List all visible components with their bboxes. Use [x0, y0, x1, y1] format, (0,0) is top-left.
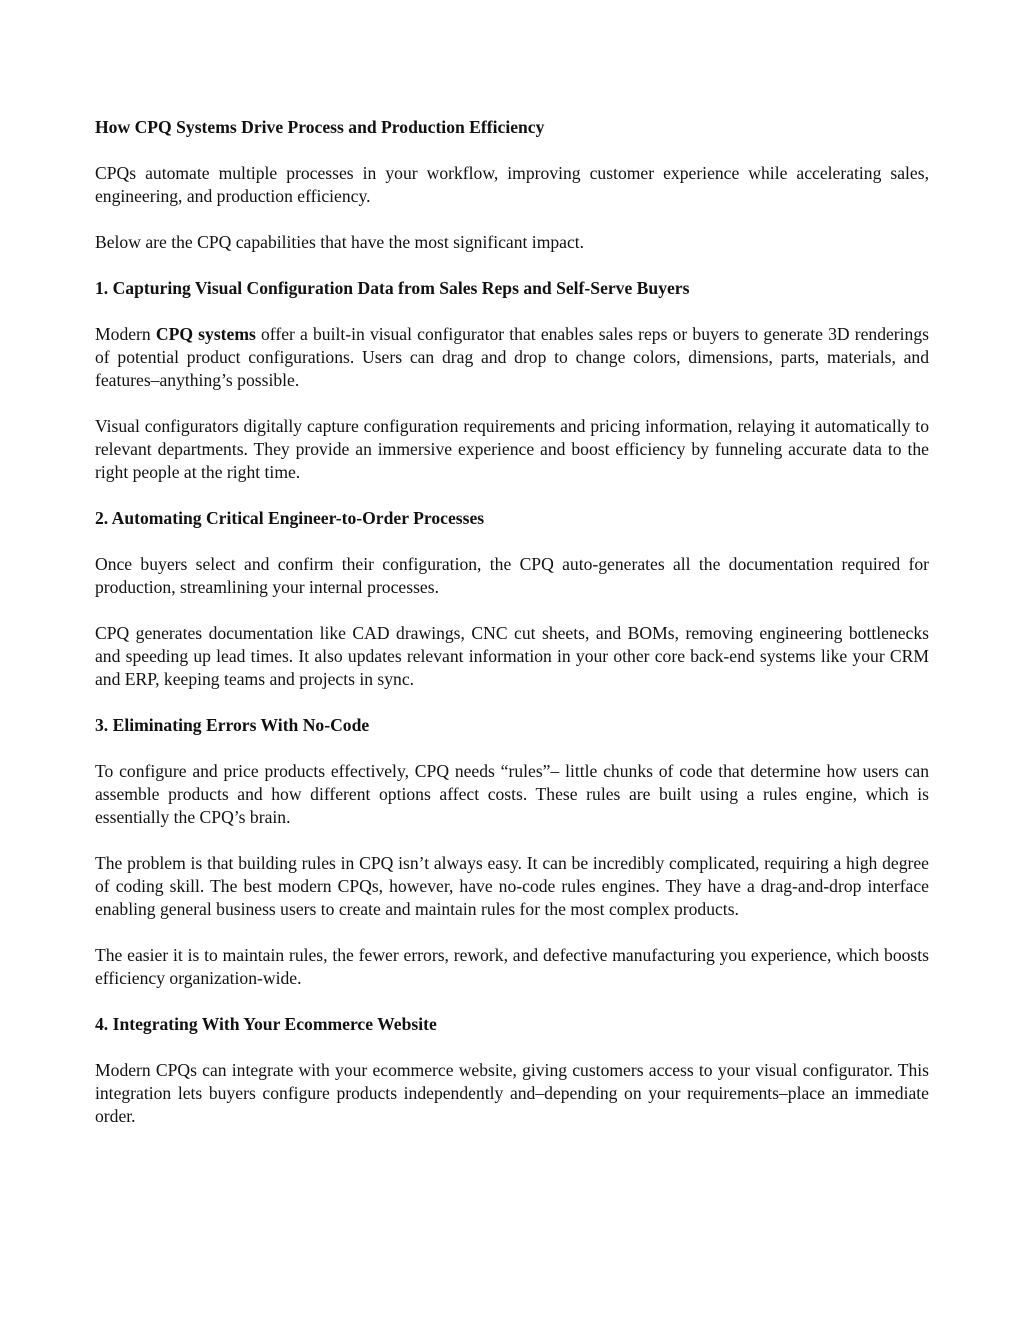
cpq-systems-link[interactable]: CPQ systems: [155, 324, 256, 344]
paragraph-text: Modern: [95, 324, 156, 344]
section-heading: 2. Automating Critical Engineer-to-Order Processes: [95, 508, 485, 528]
section-heading: 3. Eliminating Errors With No-Code: [95, 715, 370, 735]
section-heading: 4. Integrating With Your Ecommerce Website: [95, 1014, 437, 1034]
intro-paragraph: CPQs automate multiple processes in your workflow, improving customer experience while accelerating sales, engineering, and production efficiency.: [95, 163, 929, 206]
body-paragraph: Once buyers select and confirm their configuration, the CPQ auto-generates all the documentation required for production, streamlining your internal processes.: [95, 554, 929, 597]
body-paragraph: Modern CPQs can integrate with your ecommerce website, giving customers access to your visual configurator. This integration lets buyers configure products independently and–depending on your requirements–place an immediate order.: [95, 1060, 929, 1126]
section-heading: 1. Capturing Visual Configuration Data from Sales Reps and Self-Serve Buyers: [95, 278, 690, 298]
body-paragraph: The problem is that building rules in CPQ isn’t always easy. It can be incredibly complicated, requiring a high degree of coding skill. The best modern CPQs, however, have no-code rules engines. They have a drag-and-drop interface enabling general business users to create and maintain rules for the most complex products.: [95, 853, 929, 919]
document-page: [95, 116, 929, 1151]
body-paragraph: CPQ generates documentation like CAD drawings, CNC cut sheets, and BOMs, removing engineering bottlenecks and speeding up lead times. It also updates relevant information in your other core back-end systems like your CRM and ERP, keeping teams and projects in sync.: [95, 623, 929, 689]
body-paragraph: Visual configurators digitally capture configuration requirements and pricing information, relaying it automatically to relevant departments. They provide an immersive experience and boost efficiency by funneling accurate data to the right people at the right time.: [95, 416, 929, 482]
body-paragraph: [95, 323, 929, 392]
page-title: How CPQ Systems Drive Process and Production Efficiency: [95, 117, 545, 137]
intro-paragraph: Below are the CPQ capabilities that have the most significant impact.: [95, 232, 585, 252]
paragraph-text: offer a built-in visual configurator that enables sales reps or buyers to generate 3D renderings of potential product configurations. Users can drag and drop to change colors, dimensions, parts, materials, and features–anything’s possible.: [95, 324, 929, 390]
body-paragraph: The easier it is to maintain rules, the fewer errors, rework, and defective manufacturing you experience, which boosts efficiency organization-wide.: [95, 945, 929, 988]
body-paragraph: To configure and price products effectively, CPQ needs “rules”– little chunks of code that determine how users can assemble products and how different options affect costs. These rules are built using a rules engine, which is essentially the CPQ’s brain.: [95, 761, 929, 827]
